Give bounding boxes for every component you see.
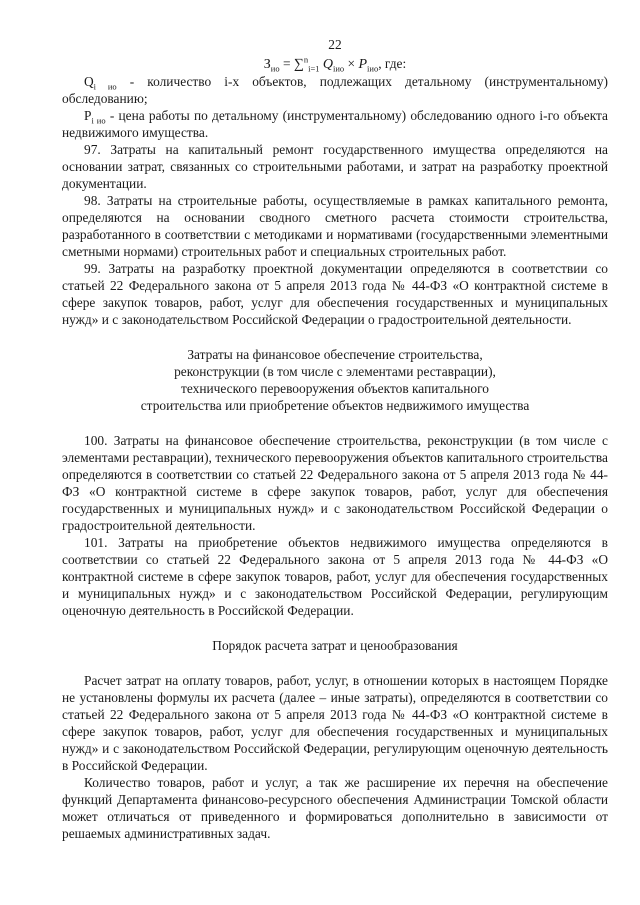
formula-sum: ∑ xyxy=(293,57,304,72)
paragraph-101: 101. Затраты на приобретение объектов недвижимого имущества определяются в соответствии со статьей 22 Федерального закона от 5 апреля 2013 года № 44-ФЗ «О контрактной системе в сфере закупок товаров, работ, услуг для обеспечения государственных и муниципальных нужд» и с законодательством Российской Федерации, регулирующим оценочную деятельность в Российской Федерации. xyxy=(62,535,608,618)
formula-times: × xyxy=(347,56,356,71)
heading-line: строительства или приобретение объектов недвижимого имущества xyxy=(140,398,530,413)
paragraph-99: 99. Затраты на разработку проектной документации определяются в соответствии со статьей 22 Федерального закона от 5 апреля 2013 года № 44-ФЗ «О контрактной системе в сфере закупок товаров, работ, услуг для обеспечения государственных и муниципальных нужд» и с законодательством Российской Федерации о градостроительной деятельности. xyxy=(62,261,608,327)
paragraph-other-costs: Расчет затрат на оплату товаров, работ, услуг, в отношении которых в настоящем Порядке не установлены формулы их расчета (далее – иные затраты), определяются в соответствии со статьей 22 Федерального закона от 5 апреля 2013 года № 44-ФЗ «О контрактной системе в сфере закупок товаров, работ, услуг для обеспечения государственных и муниципальных нужд» и с законодательством Российской Федерации, регулирующим оценочную деятельность в Российской Федерации. xyxy=(62,673,608,773)
paragraph-98: 98. Затраты на строительные работы, осуществляемые в рамках капитального ремонта, определяются на основании сводного сметного расчета стоимости строительства, разработанного в соответствии с методиками и нормативами (государственными элементными сметными нормами) строительных работ и специальных строительных работ. xyxy=(62,193,608,259)
formula-p-sub: iио xyxy=(367,63,379,74)
page-number: 22 xyxy=(328,37,342,52)
heading-line: реконструкции (в том числе с элементами реставрации), xyxy=(174,364,496,379)
definition-p: $P_{i ио}$ - цена работы по детальному (инструментальному) обследованию одного i-го объекта недвижимого имущества. xyxy=(62,108,608,140)
paragraph-97: 97. Затраты на капитальный ремонт государственного имущества определяются на основании затрат, связанных со строительными работами, и затрат на разработку проектной документации. xyxy=(62,142,608,191)
formula-tail: , где: xyxy=(378,56,407,71)
heading-line: Затраты на финансовое обеспечение строительства, xyxy=(187,347,483,362)
formula-q: Q xyxy=(322,57,334,72)
document-page xyxy=(62,36,608,842)
definition-q: $Q_{i ио}$ - количество i-х объектов, подлежащих детальному (инструментальному) обследованию; xyxy=(62,74,608,106)
formula-p: P xyxy=(358,57,368,72)
formula-sum-sup: n xyxy=(303,54,309,65)
formula-q-sub: iио xyxy=(333,63,345,74)
paragraph-quantity: Количество товаров, работ и услуг, а так же расширение их перечня на обеспечение функций Департамента финансово-ресурсного обеспечения Администрации Томской области может отличаться от приведенного и формироваться дополнительно в зависимости от решаемых административных задач. xyxy=(62,775,608,841)
section-heading-construction xyxy=(62,346,608,414)
formula-lhs: З xyxy=(263,57,271,72)
heading-line: технического перевооружения объектов капитального xyxy=(181,381,489,396)
cost-formula xyxy=(62,55,608,73)
formula-sum-sub: i=1 xyxy=(308,63,320,74)
section-heading-pricing: Порядок расчета затрат и ценообразования xyxy=(212,638,458,653)
paragraph-100: 100. Затраты на финансовое обеспечение строительства, реконструкции (в том числе с элементами реставрации), технического перевооружения объектов капитального строительства определяются в соответствии со статьей 22 Федерального закона от 5 апреля 2013 года № 44-ФЗ «О контрактной системе в сфере закупок товаров, работ, услуг для обеспечения государственных и муниципальных нужд» и с законодательством Российской Федерации о градостроительной деятельности. xyxy=(62,433,608,533)
formula-lhs-sub: ио xyxy=(270,63,280,74)
formula-equals: = xyxy=(282,56,291,71)
